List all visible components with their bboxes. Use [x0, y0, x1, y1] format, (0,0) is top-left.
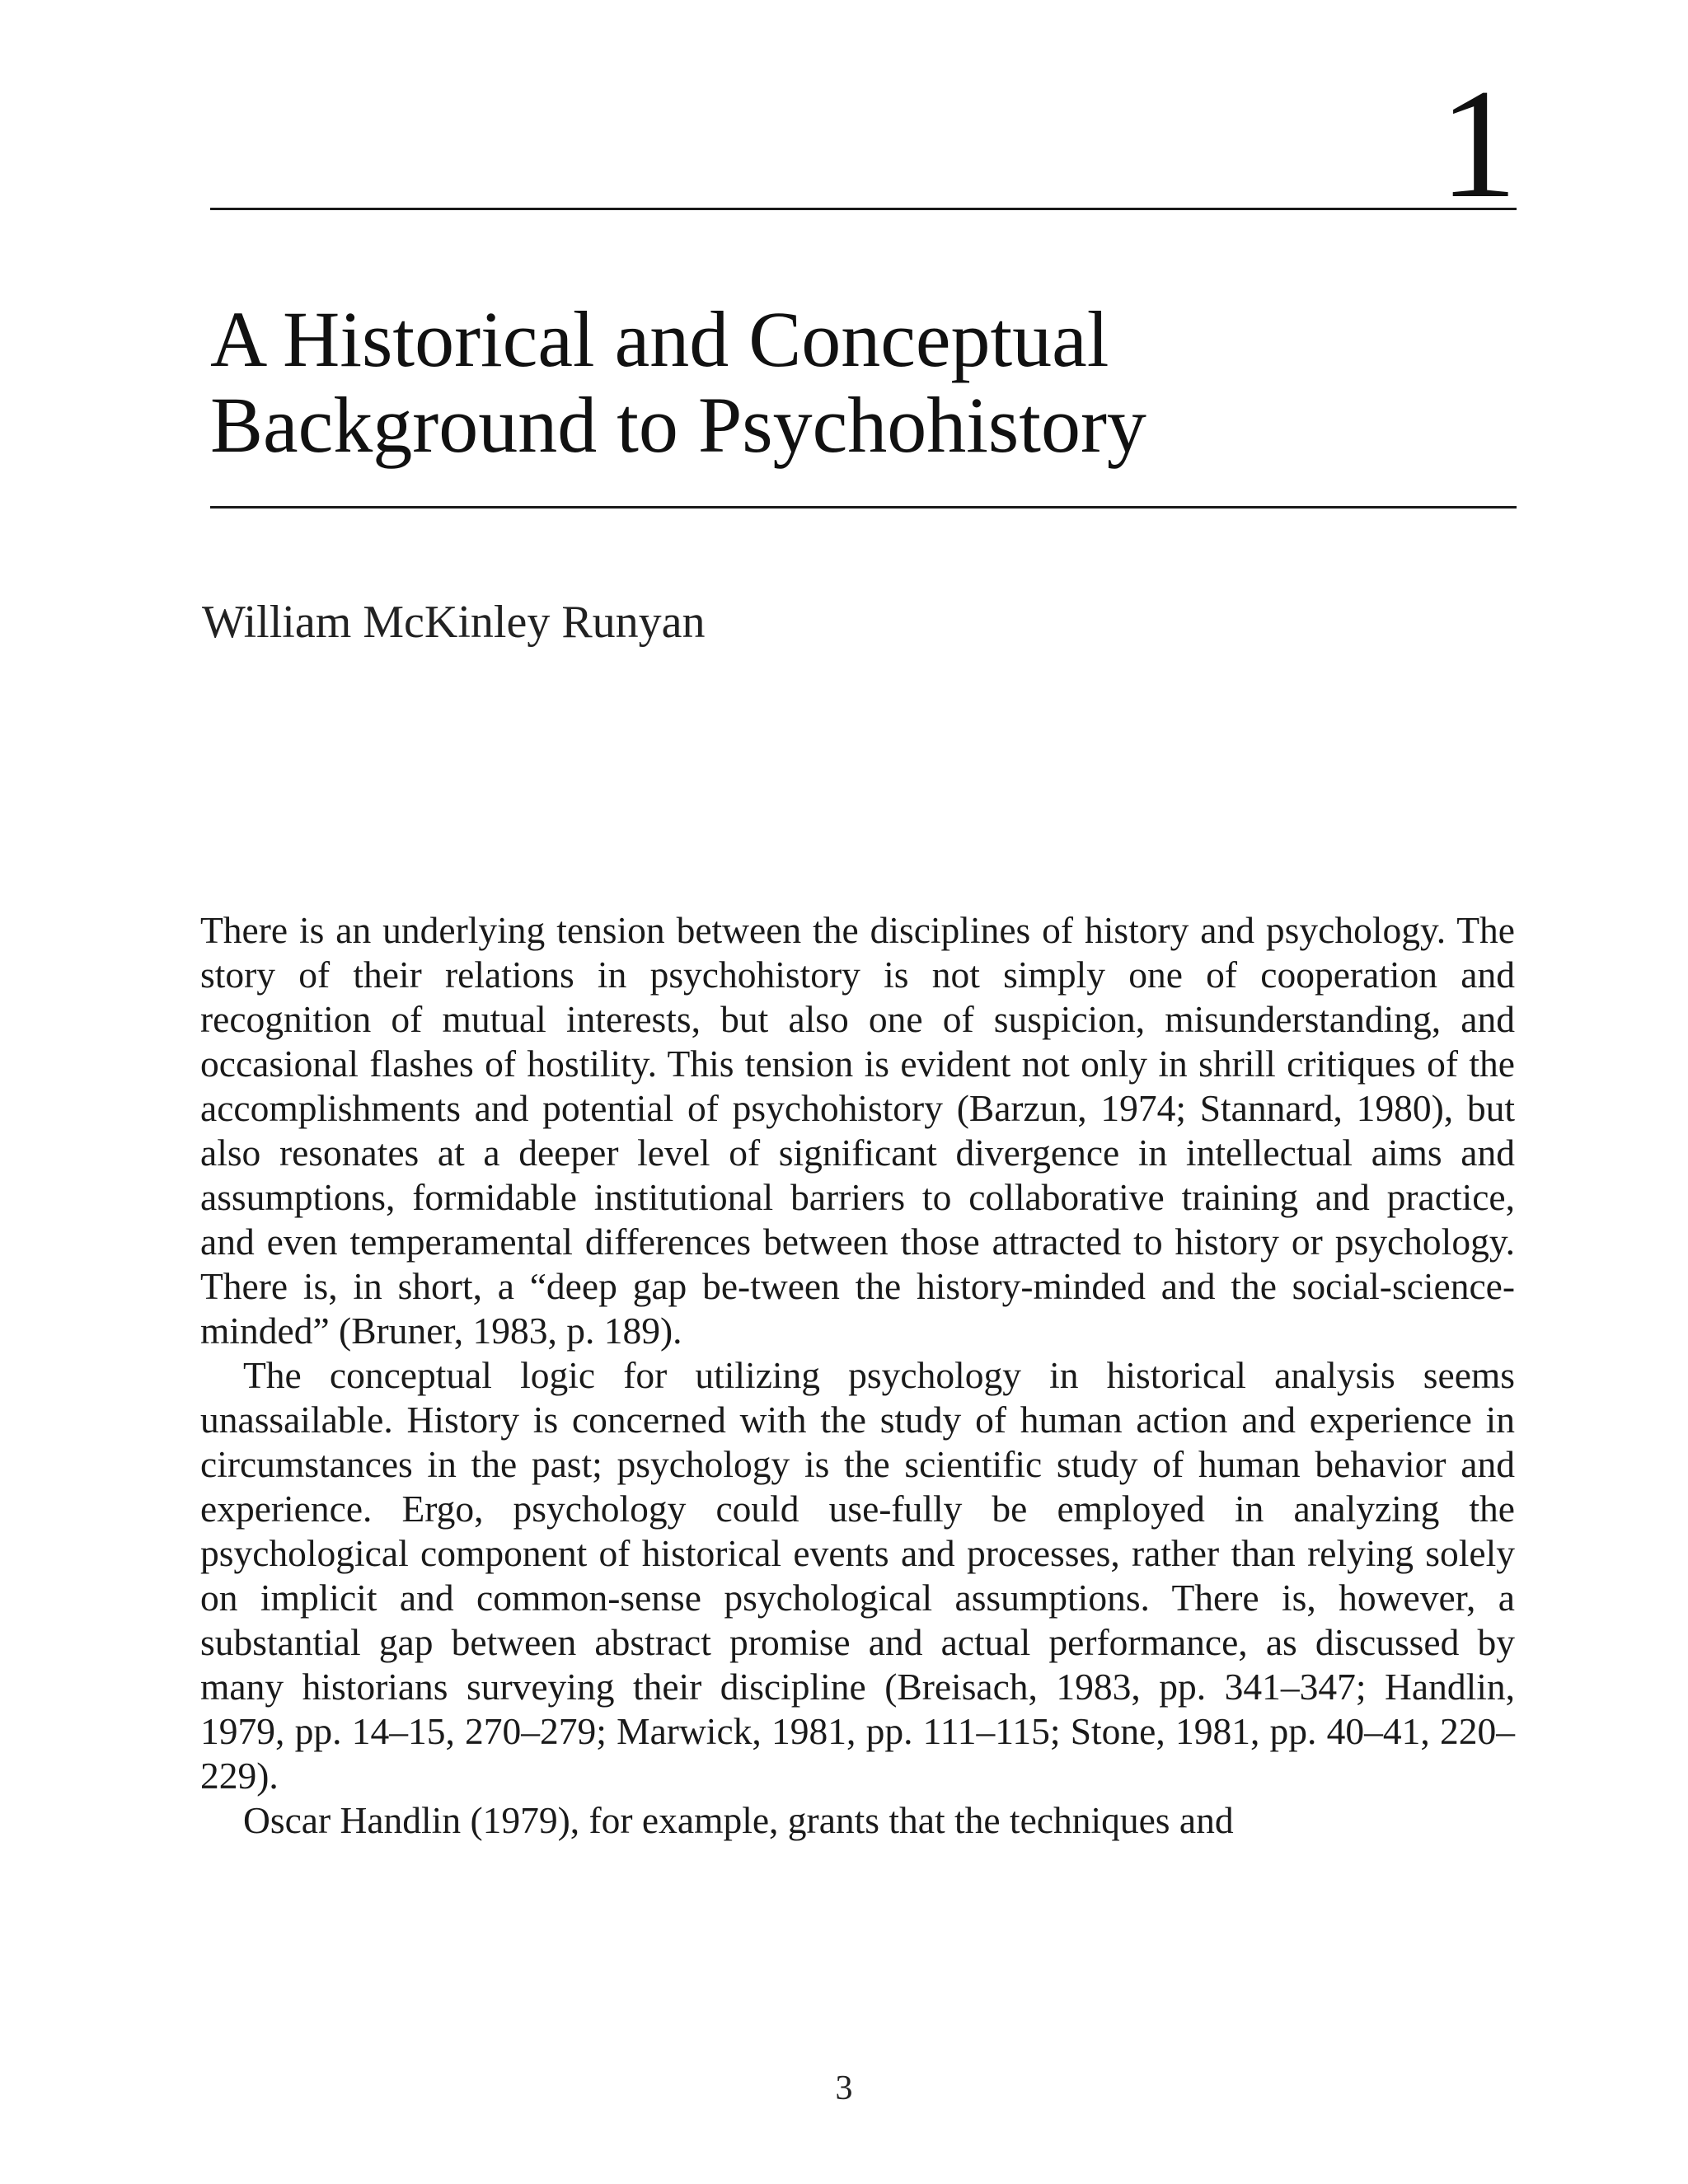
chapter-title-line-1: A Historical and Conceptual — [210, 295, 1109, 383]
chapter-title — [210, 297, 1529, 468]
chapter-title-line-2: Background to Psychohistory — [210, 381, 1146, 469]
bottom-rule — [210, 506, 1517, 509]
page-number: 3 — [835, 2069, 853, 2107]
paragraph-1: There is an underlying tension between the disciplines of history and psychology. The story of their relations in psychohistory is not simply one of cooperation and recognition of mutual interests, but also one of suspicion, misunderstanding, and occasional flashes of hostility. This tension is evident not only in shrill critiques of the accomplishments and potential of psychohistory (Barzun, 1974; Stannard, 1980), but also resonates at a deeper level of significant divergence in intellectual aims and assumptions, formidable institutional barriers to collaborative training and practice, and even temperamental differences between those attracted to history or psychology. There is, in short, a “deep gap be-tween the history-minded and the social-science-minded” (Bruner, 1983, p. 189). — [200, 909, 1515, 1352]
author-name: William McKinley Runyan — [202, 597, 706, 648]
body-text — [200, 908, 1515, 1843]
paragraph-2: The conceptual logic for utilizing psychology in historical analysis seems unassailable. History is concerned with the study of human action and experience in circumstances in the past; psychology is the scientific study of human behavior and experience. Ergo, psychology could use-fully be employed in analyzing the psychological component of historical events and processes, rather than relying solely on implicit and common-sense psychological assumptions. There is, however, a substantial gap between abstract promise and actual performance, as discussed by many historians surveying their discipline (Breisach, 1983, pp. 341–347; Handlin, 1979, pp. 14–15, 270–279; Marwick, 1981, pp. 111–115; Stone, 1981, pp. 40–41, 220–229). — [200, 1354, 1515, 1797]
paragraph-3: Oscar Handlin (1979), for example, grants that the techniques and — [243, 1799, 1234, 1841]
chapter-number: 1 — [1439, 58, 1517, 231]
top-rule — [210, 208, 1517, 210]
